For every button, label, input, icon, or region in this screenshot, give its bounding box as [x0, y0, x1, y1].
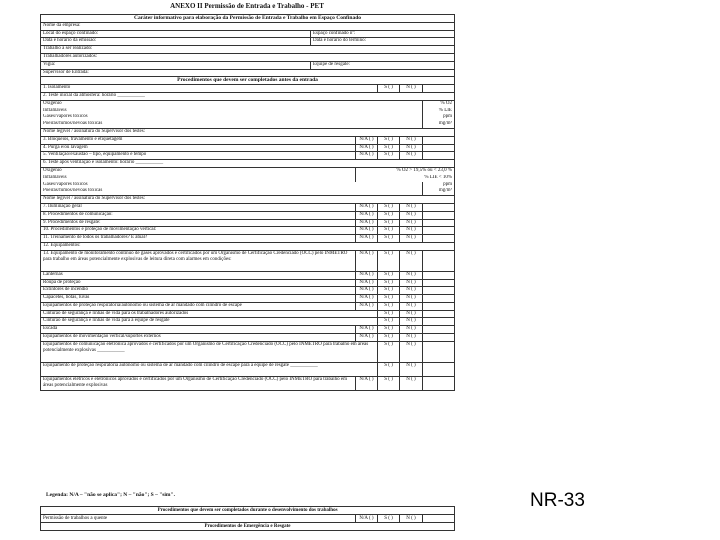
field-row: Nome da empresa: [41, 22, 455, 30]
signature-row: Nome legível / assinatura do Supervisor dos testes: [41, 128, 455, 136]
checklist-row: 2. Teste inicial da atmosfera: horário ___________ [41, 92, 455, 100]
checklist-row: 3. Bloqueios, travamento e etiquetagem N/A ( ) S ( ) N ( ) [41, 136, 455, 144]
measure-row: Gases/vapores tóxicos ppm [41, 182, 455, 189]
document-title: ANEXO II Permissão de Entrada e Trabalho - PET [170, 2, 324, 10]
measure-row: Gases/vapores tóxicos ppm [41, 114, 455, 121]
checklist-row: Extintores de incêndio N/A ( ) S ( ) N ( ) [41, 287, 455, 295]
measure-row: Oxigênio % O2 [41, 100, 455, 107]
field-row: Trabalho a ser realizado: [41, 46, 455, 54]
section-header-row: Procedimentos que devem ser completados durante o desenvolvimento dos trabalhos [41, 507, 455, 515]
checklist-row: 7. Iluminação geral N/A ( ) S ( ) N ( ) [41, 203, 455, 211]
checklist-row: Permissão de trabalhos a quente N/A ( ) S ( ) N ( ) [41, 515, 455, 523]
measure-row: Inflamáveis % LIE < 10% [41, 175, 455, 182]
field-row: Local do espaço confinado: Espaço confinado nº: [41, 30, 455, 38]
checklist-row: Equipamentos elétricos e eletrônicos aprovados e certificados por um Organismo de Certificação Credenciado (OCC) pelo INMETRO para trabalho em áreas potencialmente explosivas N/A ( ) S ( ) N ( ) [41, 376, 455, 390]
pet-form-document [40, 0, 454, 540]
field-row: Vigia: Equipe de resgate: [41, 61, 455, 69]
checklist-row: Cinturão de segurança e linhas de vida para os trabalhadores autorizados S ( ) N ( ) [41, 310, 455, 318]
checklist-row: 10. Procedimentos e proteção de movimentação vertical: N/A ( ) S ( ) N ( ) [41, 227, 455, 235]
checklist-row: Roupa de proteção N/A ( ) S ( ) N ( ) [41, 279, 455, 287]
slide-label: NR-33 [530, 490, 585, 511]
measure-row: Poeiras/fumos/névoas tóxicas mg/m³ [41, 121, 455, 128]
checklist-row: 4. Purga e/ou lavagem N/A ( ) S ( ) N ( ) [41, 144, 455, 152]
legend: Legenda: N/A – "não se aplica"; N – "não"; S – "sim". [46, 492, 175, 498]
checklist-row: 9. Procedimentos de resgate: N/A ( ) S ( ) N ( ) [41, 219, 455, 227]
checklist-row: Equipamento de proteção respiratória autônomo ou sistema de ar mandado com cilindro de escape para a equipe de resgate ___________ S ( ) N ( ) [41, 362, 455, 376]
checklist-row: 6. Teste após ventilação e isolamento: horário ___________ [41, 160, 455, 168]
checklist-row: 11. Treinamento de todos os trabalhadores? É atual? N/A ( ) S ( ) N ( ) [41, 235, 455, 243]
form-header-row: Caráter informativo para elaboração da Permissão de Entrada e Trabalho em Espaço Confinado [41, 15, 455, 23]
checklist-row: Equipamentos de movimentação vertical/suportes externos N/A ( ) S ( ) N ( ) [41, 334, 455, 342]
field-row: Data e horário da emissão: Data e horário do término: [41, 38, 455, 46]
checklist-row: 13. Equipamento de monitoramento contínuo de gases aprovados e certificados por um Organismo de Certificação Credenciado (OCC) pelo INMETRO para trabalho em áreas potencialmente explosivas de leitura direta com alarmes em condições: N/A ( ) S ( ) N ( ) [41, 250, 455, 271]
section-header-row: Procedimentos de Emergência e Resgate [41, 523, 455, 531]
checklist-row: Cinturão de segurança e linhas de vida para a equipe de resgate S ( ) N ( ) [41, 318, 455, 326]
checklist-row: 8. Procedimentos de comunicação: N/A ( ) S ( ) N ( ) [41, 211, 455, 219]
checklist-row: Capacetes, botas, luvas N/A ( ) S ( ) N ( ) [41, 295, 455, 303]
section-header-row: Procedimentos que devem ser completados antes da entrada [41, 77, 455, 85]
pet-form-table [40, 14, 455, 391]
pet-form-table-continued [40, 506, 455, 531]
measure-row: Oxigênio % O2 > 19,5% ou < 23,0 % [41, 167, 455, 174]
checklist-row: 1. Isolamento S ( ) N ( ) [41, 85, 455, 93]
checklist-row: Lanternas N/A ( ) S ( ) N ( ) [41, 271, 455, 279]
measure-row: Inflamáveis % LIE [41, 108, 455, 115]
checklist-row: Escada N/A ( ) S ( ) N ( ) [41, 326, 455, 334]
field-row: Supervisor de Entrada: [41, 69, 455, 77]
signature-row: Nome legível / assinatura do Supervisor dos testes: [41, 196, 455, 204]
checklist-row: Equipamentos de comunicação eletrônica aprovados e certificados por um Organismo de Certificação Credenciado (OCC) pelo INMETRO para trabalho em áreas potencialmente explosivas ___________ S ( ) N ( ) [41, 341, 455, 362]
checklist-row: 5. Ventilação/exaustão – tipo, equipamento e tempo N/A ( ) S ( ) N ( ) [41, 152, 455, 160]
measure-row: Poeiras/fumos/névoas tóxicas mg/m³ [41, 188, 455, 195]
checklist-row: 12. Equipamentos: [41, 242, 455, 250]
field-row: Trabalhadores autorizados: [41, 53, 455, 61]
checklist-row: Equipamentos de proteção respiratória/autônomo ou sistema de ar mandado com cilindro de escape N/A ( ) S ( ) N ( ) [41, 302, 455, 310]
